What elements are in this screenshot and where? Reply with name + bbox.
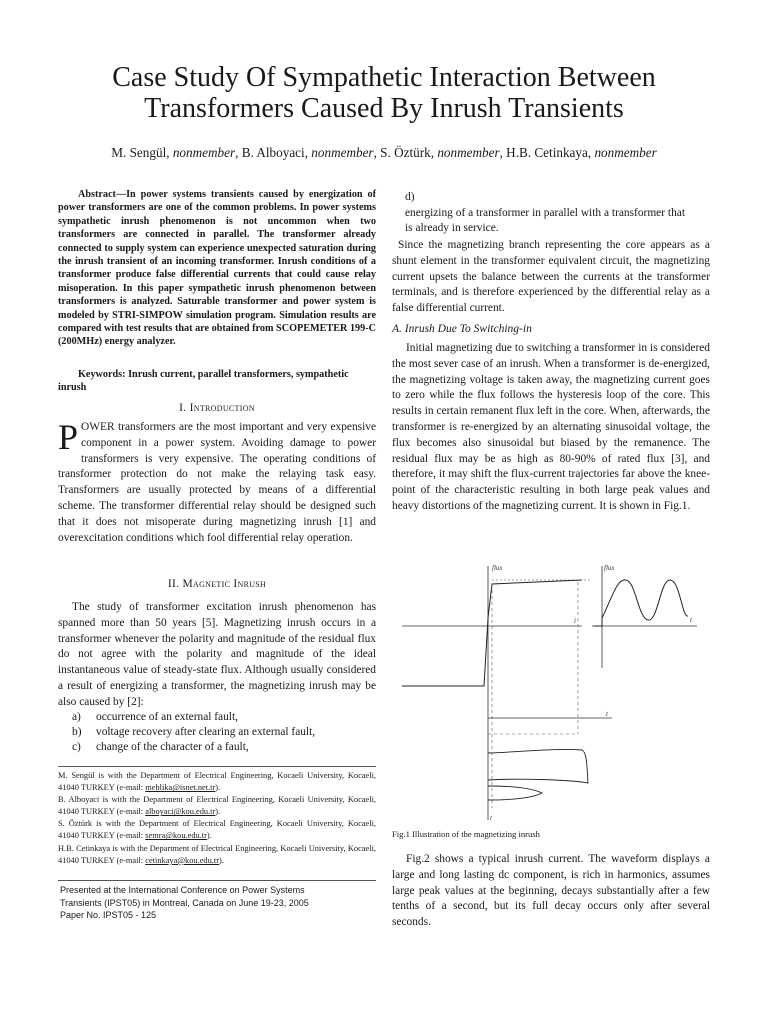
email-link[interactable]: cetinkaya@kou.edu.tr: [145, 855, 219, 865]
list-item: [72, 725, 376, 741]
section-number: I.: [179, 402, 187, 414]
list-item: [405, 190, 710, 237]
abstract: Abstract—In power systems transients caused by energization of power transformers are one of the common problems. In power systems sympathetic inrush phenomenon is not uncommon when two transformers are connected in parallel. The transformer already connected to supply system can experience unexpected saturation during the inrush transient of an incoming transformer. Inrush conditions of a transformer produce false differential currents that could cause relay misoperation. In this paper sympathetic inrush phenomenon between transformers is analyzed. Saturable transformer and power system is modeled by STRI-SIMPOW simulation program. Simulation results are compared with test results that are obtained from SCOPEMETER 199-C (200MHz) energy analyzer.: [58, 189, 376, 348]
footnote: M. Sengül is with the Department of Electrical Engineering, Kocaeli University, Kocaeli, 41040 TURKEY (e-mail: mehlika@isnet.net.tr).: [58, 771, 376, 793]
list-item: [72, 740, 376, 756]
section-number: II.: [167, 578, 180, 590]
author-role: nonmember: [594, 145, 657, 160]
section-2-paragraph: The study of transformer excitation inrush phenomenon has spanned more than 50 years [5]. Magnetizing inrush occurs in a transformer whenever the polarity and magnitude of the residual flux do not agree with the polarity and magnitude of the ideal instantaneous value of steady-state flux. Although usually considered a result of energizing a transformer, the magnetizing inrush may be also caused by [2]:: [58, 601, 376, 708]
flux-waveform: [594, 580, 688, 626]
axis-label: t: [490, 814, 492, 822]
paper-title: [40, 62, 728, 124]
figure-magnetizing-inrush: [392, 558, 712, 823]
section-1-paragraph: [58, 417, 376, 546]
list-label: d): [405, 191, 415, 203]
inrush-current-waveform: [488, 749, 588, 783]
drop-cap: P: [58, 417, 79, 457]
author-role: nonmember: [172, 145, 236, 160]
author-name: S. Öztürk: [380, 145, 431, 160]
footnote-divider: [58, 766, 376, 767]
author-name: M. Sengül: [111, 145, 167, 160]
email-link[interactable]: semra@kou.edu.tr: [145, 831, 207, 841]
list-item: [72, 710, 376, 726]
axis-label: t: [690, 616, 692, 624]
list-text: voltage recovery after clearing an external fault,: [96, 726, 316, 738]
email-link[interactable]: mehlika@isnet.net.tr: [145, 783, 216, 793]
author-name: H.B. Cetinkaya: [506, 145, 588, 160]
list-text: change of the character of a fault,: [96, 741, 249, 753]
footnote: B. Alboyaci is with the Department of Electrical Engineering, Kocaeli University, Kocaeli, 41040 TURKEY (e-mail: alboyaci@kou.edu.tr).: [58, 795, 376, 817]
paragraph: Fig.2 shows a typical inrush current. The waveform displays a large and long lasting dc component, is rich in harmonics, assumes large peak values at the beginning, decays substantially after a few tenths of a second, but its full decay occurs only after several seconds.: [392, 853, 710, 929]
keywords: Keywords: Inrush current, parallel transformers, sympathetic inrush: [58, 369, 349, 394]
author-role: nonmember: [437, 145, 500, 160]
section-1-heading: [58, 402, 376, 414]
conference-note: Presented at the International Conference on Power Systems Transients (IPST05) in Montreal, Canada on June 19-23, 2005 Paper No. IPST05 - 125: [60, 885, 309, 921]
section-title: Introduction: [189, 402, 255, 414]
email-link[interactable]: alboyaci@kou.edu.tr: [145, 807, 216, 817]
paragraph-text: OWER transformers are the most important and very expensive component in a power system. Avoiding damage to power transformers is very expensive. The operating conditions of transformer protection do not make the relaying task easy. Transformers are usually protected by means of a differential scheme. The transformer differential relay should be designed such that it does not misoperate during magnetizing inrush [1] and overexcitation conditions which fool differential relay operation.: [58, 421, 376, 544]
axis-label: i: [574, 617, 576, 625]
list-label: b): [72, 726, 82, 738]
list-text: energizing of a transformer in parallel with a transformer that is already in service.: [405, 206, 685, 235]
section-2-heading: [58, 578, 376, 590]
author-name: B. Alboyaci: [241, 145, 305, 160]
axis-label: flux: [604, 564, 615, 572]
paragraph: Since the magnetizing branch representing the core appears as a shunt element in the transformer equivalent circuit, the magnetizing current upsets the balance between the currents at the transformer terminals, and is therefore experienced by the differential relay as a false differential current.: [392, 239, 710, 315]
list-label: c): [72, 741, 81, 753]
list-text: occurrence of an external fault,: [96, 711, 238, 723]
footnote: H.B. Cetinkaya is with the Department of Electrical Engineering, Kocaeli University, Kocaeli, 41040 TURKEY (e-mail: cetinkaya@kou.edu.tr).: [58, 843, 376, 865]
author-role: nonmember: [311, 145, 374, 160]
subsection-heading: A. Inrush Due To Switching-in: [392, 323, 532, 335]
axis-label: t: [606, 710, 608, 718]
title-line-1: Case Study Of Sympathetic Interaction Between: [112, 62, 656, 93]
inrush-current-waveform: [488, 786, 542, 800]
section-title: Magnetic Inrush: [182, 578, 267, 590]
paragraph: Initial magnetizing due to switching a transformer in is considered the most sever case of an inrush. When a transformer is de-energized, the magnetizing voltage is taken away, the magnetizing current goes to zero while the flux follows the hysteresis loop of the core. This results in certain remanent flux left in the core. When, afterwards, the transformer is re-energized by an alternating sinusoidal voltage, the flux becomes also sinusoidal but biased by the remanence. The residual flux may be as high as 80-90% of rated flux [3], and therefore, it may shift the flux-current trajectories far above the knee-point of the characteristic resulting in both large peak values and heavy distortions of the magnetizing current. It is shown in Fig.1.: [392, 342, 710, 512]
figure-caption: Fig.1 Illustration of the magnetizing inrush: [392, 829, 540, 839]
author-footnotes: [58, 770, 376, 867]
footnote: S. Öztürk is with the Department of Electrical Engineering, Kocaeli University, Kocaeli, 41040 TURKEY (e-mail: semra@kou.edu.tr).: [58, 819, 376, 841]
axis-label: flux: [492, 564, 503, 572]
author-list: M. Sengül, nonmember, B. Alboyaci, nonmember, S. Öztürk, nonmember, H.B. Cetinkaya, nonmember: [111, 145, 657, 160]
list-label: a): [72, 711, 81, 723]
title-line-2: Transformers Caused By Inrush Transients: [144, 93, 624, 124]
conference-divider: [58, 880, 376, 881]
